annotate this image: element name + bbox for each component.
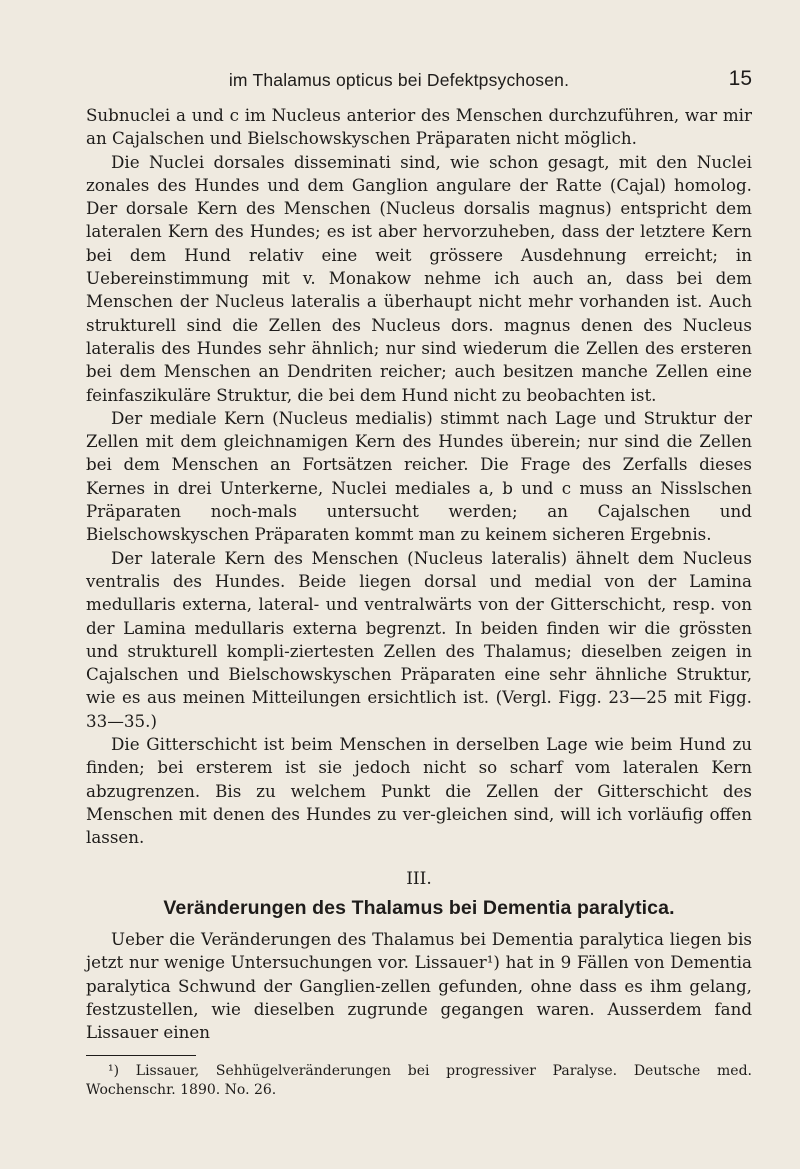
header-title: im Thalamus opticus bei Defektpsychosen. [228,70,570,90]
footnote [86,1062,752,1100]
footnote-text: ¹) Lissauer, Sehhügelveränderungen bei progressiver Paralyse. Deutsche med. Wochenschr. 1890. No. 26. [86,1062,752,1098]
paragraph: Die Gitterschicht ist beim Menschen in derselben Lage wie beim Hund zu finden; bei ersterem ist sie jedoch nicht so scharf vom lateralen Kern abzugrenzen. Bis zu welchem Punkt die Zellen der Gitterschicht des Menschen mit denen des Hundes zu ver-gleichen sind, will ich vorläufig offen lassen. [86,734,752,848]
section-title: Veränderungen des Thalamus bei Dementia paralytica. [163,896,675,919]
paragraph: Subnuclei a und c im Nucleus anterior des Menschen durchzuführen, war mir an Cajalschen und Bielschowskyschen Präparaten nicht möglich. [86,105,752,149]
section-number: III. [406,868,432,889]
paragraph: Der laterale Kern des Menschen (Nucleus lateralis) ähnelt dem Nucleus ventralis des Hundes. Beide liegen dorsal und medial von der Lamina medullaris externa, lateral- und ventralwärts von der Gitterschicht, resp. von der Lamina medullaris externa begrenzt. In beiden finden wir die grössten und strukturell kompli-ziertesten Zellen des Thalamus; dieselben zeigen in Cajalschen und Bielschowskyschen Präparaten eine sehr ähnliche Struktur, wie es aus meinen Mitteilungen ersichtlich ist. (Vergl. Figg. 23—25 mit Figg. 33—35.) [86,547,752,731]
paragraph: Die Nuclei dorsales disseminati sind, wie schon gesagt, mit den Nuclei zonales des Hundes und dem Ganglion angulare der Ratte (Cajal) homolog. Der dorsale Kern des Menschen (Nucleus dorsalis magnus) entspricht dem lateralen Kern des Hundes; es ist aber hervorzuheben, dass der letztere Kern bei dem Hund relativ eine weit grössere Ausdehnung erreicht; in Uebereinstimmung mit v. Monakow nehme ich auch an, dass bei dem Menschen der Nucleus lateralis a überhaupt nicht mehr vorhanden ist. Auch strukturell sind die Zellen des Nucleus dors. magnus denen des Nucleus lateralis des Hundes sehr ähnlich; nur sind wiederum die Zellen des ersteren bei dem Menschen an Dendriten reicher; auch besitzen manche Zellen eine feinfaszikuläre Struktur, die bei dem Hund nicht zu beobachten ist. [86,151,752,405]
footnote-rule [86,1055,196,1056]
running-header [86,67,752,104]
paragraph: Der mediale Kern (Nucleus medialis) stimmt nach Lage und Struktur der Zellen mit dem gleichnamigen Kern des Hundes überein; nur sind die Zellen bei dem Menschen an Fortsätzen reicher. Die Frage des Zerfalls dieses Kernes in drei Unterkerne, Nuclei mediales a, b und c muss an Nisslschen Präparaten noch-mals untersucht werden; an Cajalschen und Bielschowskyschen Präparaten kommt man zu keinem sicheren Ergebnis. [86,407,752,545]
page-number: 15 [728,67,752,90]
body-text [86,104,752,1045]
paragraph: Ueber die Veränderungen des Thalamus bei Dementia paralytica liegen bis jetzt nur wenige Untersuchungen vor. Lissauer¹) hat in 9 Fällen von Dementia paralytica Schwund der Ganglien-zellen gefunden, ohne dass es ihm gelang, festzustellen, wie dieselben zugrunde gegangen waren. Ausserdem fand Lissauer einen [86,929,752,1043]
